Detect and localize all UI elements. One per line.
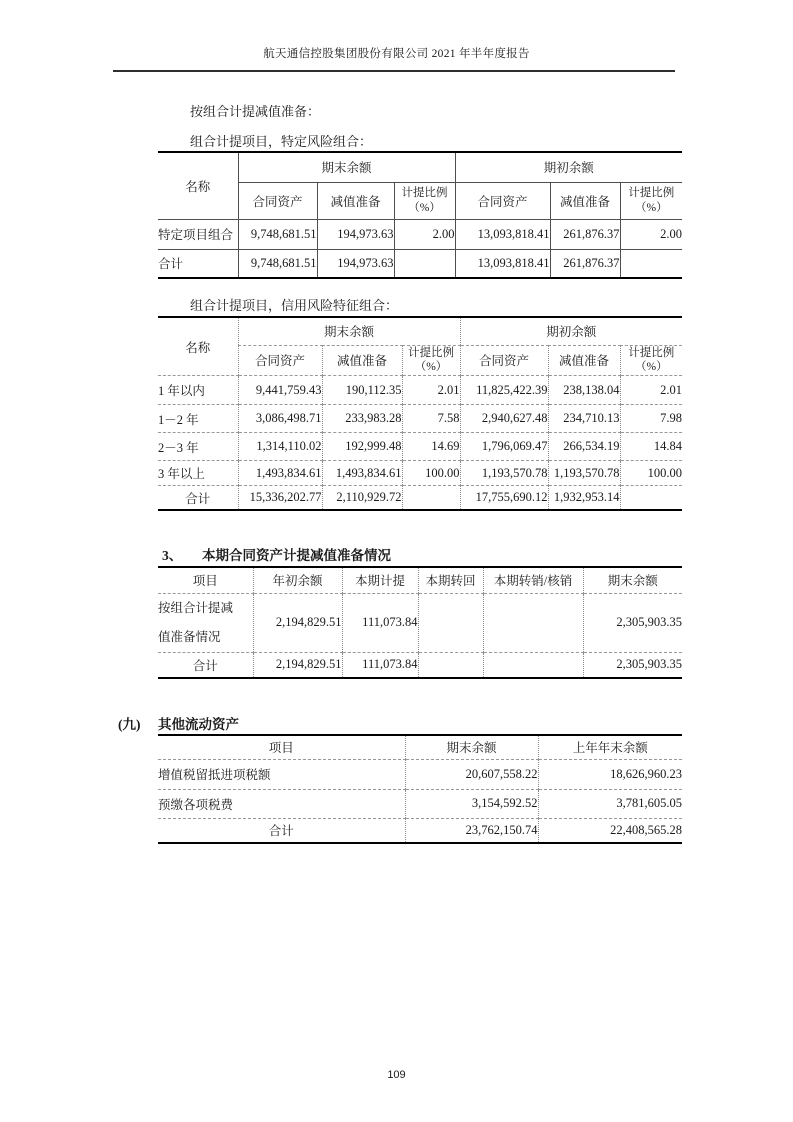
cell-beg-ratio: 7.98 bbox=[620, 405, 682, 433]
col-group-period-begin: 期初余额 bbox=[460, 317, 682, 345]
col-header-impairment: 减值准备 bbox=[322, 345, 402, 376]
cell-end-provision: 2,110,929.72 bbox=[322, 486, 402, 510]
table-row bbox=[158, 405, 682, 433]
section3-title: 本期合同资产计提减值准备情况 bbox=[202, 548, 391, 563]
cell-end-asset: 1,493,834.61 bbox=[238, 461, 322, 486]
col-header-beginning-balance: 年初余额 bbox=[253, 567, 342, 593]
col-header-contract-asset: 合同资产 bbox=[455, 182, 550, 219]
cell-beg-asset: 1,193,570.78 bbox=[460, 461, 548, 486]
cell-end-provision: 233,983.28 bbox=[322, 405, 402, 433]
cell-current-accrual: 111,073.84 bbox=[342, 593, 418, 652]
cell-beg-provision: 261,876.37 bbox=[550, 249, 620, 278]
col-header-impairment: 减值准备 bbox=[550, 182, 620, 219]
section3-number: 3、 bbox=[162, 548, 183, 563]
cell-ending-balance: 2,305,903.35 bbox=[583, 593, 682, 652]
cell-beg-asset: 11,825,422.39 bbox=[460, 376, 548, 405]
cell-item: 合计 bbox=[158, 652, 253, 678]
table-provision-movement bbox=[158, 566, 682, 679]
col-header-impairment: 减值准备 bbox=[548, 345, 620, 376]
cell-name: 1 年以内 bbox=[158, 376, 238, 405]
col-header-ratio bbox=[394, 182, 455, 219]
cell-prior-year-balance: 3,781,605.05 bbox=[538, 789, 682, 818]
cell-end-asset: 3,086,498.71 bbox=[238, 405, 322, 433]
cell-item bbox=[158, 593, 253, 652]
cell-item: 预缴各项税费 bbox=[158, 789, 405, 818]
cell-beg-ratio bbox=[620, 249, 682, 278]
table-row bbox=[158, 789, 682, 818]
section9-heading bbox=[118, 713, 239, 733]
cell-name: 1－2 年 bbox=[158, 405, 238, 433]
cell-end-ratio: 7.58 bbox=[402, 405, 460, 433]
page-header-title: 航天通信控股集团股份有限公司 2021 年半年度报告 bbox=[263, 48, 530, 60]
table-total-row bbox=[158, 652, 682, 678]
table-total-row bbox=[158, 486, 682, 510]
cell-name: 3 年以上 bbox=[158, 461, 238, 486]
cell-prior-year-balance: 22,408,565.28 bbox=[538, 818, 682, 843]
cell-end-asset: 15,336,202.77 bbox=[238, 486, 322, 510]
col-header-prior-year-balance: 上年年末余额 bbox=[538, 735, 682, 759]
cell-prior-year-balance: 18,626,960.23 bbox=[538, 759, 682, 789]
cell-end-asset: 9,441,759.43 bbox=[238, 376, 322, 405]
table-total-row bbox=[158, 818, 682, 843]
cell-end-ratio: 2.01 bbox=[402, 376, 460, 405]
cell-end-asset: 1,314,110.02 bbox=[238, 433, 322, 461]
cell-end-ratio bbox=[394, 249, 455, 278]
table-header-row bbox=[158, 317, 682, 345]
table-header-row bbox=[158, 152, 682, 182]
cell-ending-balance: 23,762,150.74 bbox=[405, 818, 538, 843]
paragraph-provision-basis: 按组合计提减值准备： bbox=[190, 104, 321, 119]
cell-end-asset: 9,748,681.51 bbox=[238, 219, 317, 249]
cell-end-ratio bbox=[402, 486, 460, 510]
cell-current-reversal bbox=[418, 652, 483, 678]
col-header-current-accrual: 本期计提 bbox=[342, 567, 418, 593]
cell-beg-ratio: 2.01 bbox=[620, 376, 682, 405]
col-header-item: 项目 bbox=[158, 567, 253, 593]
cell-beg-ratio bbox=[620, 486, 682, 510]
cell-ending-balance: 3,154,592.52 bbox=[405, 789, 538, 818]
cell-beg-asset: 2,940,627.48 bbox=[460, 405, 548, 433]
cell-end-ratio: 2.00 bbox=[394, 219, 455, 249]
cell-end-provision: 192,999.48 bbox=[322, 433, 402, 461]
cell-end-provision: 1,493,834.61 bbox=[322, 461, 402, 486]
cell-ending-balance: 20,607,558.22 bbox=[405, 759, 538, 789]
col-header-impairment: 减值准备 bbox=[317, 182, 394, 219]
col-group-period-begin: 期初余额 bbox=[455, 152, 682, 182]
cell-beg-provision: 234,710.13 bbox=[548, 405, 620, 433]
section9-number: (九) bbox=[118, 717, 141, 732]
col-header-ratio bbox=[620, 182, 682, 219]
cell-writeoff bbox=[483, 593, 583, 652]
cell-ending-balance: 2,305,903.35 bbox=[583, 652, 682, 678]
ratio-line2: （%） bbox=[414, 361, 448, 374]
cell-writeoff bbox=[483, 652, 583, 678]
cell-beg-asset: 17,755,690.12 bbox=[460, 486, 548, 510]
cell-current-accrual: 111,073.84 bbox=[342, 652, 418, 678]
cell-beg-provision: 1,932,953.14 bbox=[548, 486, 620, 510]
col-header-name: 名称 bbox=[158, 317, 238, 376]
col-header-writeoff: 本期转销/核销 bbox=[483, 567, 583, 593]
table-other-current-assets bbox=[158, 734, 682, 844]
section3-heading bbox=[162, 544, 391, 564]
cell-item: 增值税留抵进项税额 bbox=[158, 759, 405, 789]
table-row bbox=[158, 461, 682, 486]
cell-end-provision: 190,112.35 bbox=[322, 376, 402, 405]
ratio-line2: （%） bbox=[408, 201, 441, 214]
cell-beg-ratio: 100.00 bbox=[620, 461, 682, 486]
paragraph-specific-risk-title: 组合计提项目，特定风险组合： bbox=[190, 134, 373, 149]
header-divider bbox=[113, 70, 675, 72]
cell-beg-provision: 1,193,570.78 bbox=[548, 461, 620, 486]
cell-beg-provision: 266,534.19 bbox=[548, 433, 620, 461]
cell-beginning-balance: 2,194,829.51 bbox=[253, 652, 342, 678]
cell-beg-ratio: 2.00 bbox=[620, 219, 682, 249]
cell-beginning-balance: 2,194,829.51 bbox=[253, 593, 342, 652]
ratio-line2: （%） bbox=[634, 361, 668, 374]
cell-beg-provision: 261,876.37 bbox=[550, 219, 620, 249]
cell-name: 2－3 年 bbox=[158, 433, 238, 461]
col-header-item: 项目 bbox=[158, 735, 405, 759]
cell-current-reversal bbox=[418, 593, 483, 652]
ratio-line2: （%） bbox=[634, 201, 668, 214]
section9-title: 其他流动资产 bbox=[158, 717, 239, 732]
cell-end-provision: 194,973.63 bbox=[317, 249, 394, 278]
col-header-ending-balance: 期末余额 bbox=[405, 735, 538, 759]
cell-beg-provision: 238,138.04 bbox=[548, 376, 620, 405]
ratio-line1: 计提比例 bbox=[628, 346, 675, 359]
table-row bbox=[158, 759, 682, 789]
cell-end-ratio: 14.69 bbox=[402, 433, 460, 461]
page-number: 109 bbox=[387, 1069, 406, 1081]
col-header-contract-asset: 合同资产 bbox=[238, 345, 322, 376]
ratio-line1: 计提比例 bbox=[408, 346, 454, 359]
cell-name: 合计 bbox=[158, 249, 238, 278]
table-row bbox=[158, 219, 682, 249]
table-header-row bbox=[158, 567, 682, 593]
col-header-ratio bbox=[620, 345, 682, 376]
cell-end-ratio: 100.00 bbox=[402, 461, 460, 486]
cell-end-provision: 194,973.63 bbox=[317, 219, 394, 249]
table-row bbox=[158, 433, 682, 461]
col-header-contract-asset: 合同资产 bbox=[238, 182, 317, 219]
paragraph-credit-risk-title: 组合计提项目，信用风险特征组合： bbox=[190, 298, 399, 313]
col-header-current-reversal: 本期转回 bbox=[418, 567, 483, 593]
ratio-line1: 计提比例 bbox=[401, 186, 448, 199]
cell-beg-asset: 13,093,818.41 bbox=[455, 219, 550, 249]
table-row bbox=[158, 593, 682, 652]
cell-item: 合计 bbox=[158, 818, 405, 843]
cell-end-asset: 9,748,681.51 bbox=[238, 249, 317, 278]
cell-name: 合计 bbox=[158, 486, 238, 510]
col-header-ending-balance: 期末余额 bbox=[583, 567, 682, 593]
table-header-row bbox=[158, 735, 682, 759]
cell-beg-asset: 13,093,818.41 bbox=[455, 249, 550, 278]
table-credit-risk-portfolio bbox=[158, 316, 682, 511]
table-row bbox=[158, 376, 682, 405]
col-header-contract-asset: 合同资产 bbox=[460, 345, 548, 376]
ratio-line1: 计提比例 bbox=[628, 186, 675, 199]
col-header-name: 名称 bbox=[158, 152, 238, 219]
col-group-period-end: 期末余额 bbox=[238, 317, 460, 345]
table-total-row bbox=[158, 249, 682, 278]
item-label: 按组合计提减值准备情况 bbox=[158, 600, 234, 644]
cell-name: 特定项目组合 bbox=[158, 219, 238, 249]
cell-beg-asset: 1,796,069.47 bbox=[460, 433, 548, 461]
cell-beg-ratio: 14.84 bbox=[620, 433, 682, 461]
col-header-ratio bbox=[402, 345, 460, 376]
table-specific-risk-portfolio bbox=[158, 151, 682, 279]
col-group-period-end: 期末余额 bbox=[238, 152, 455, 182]
